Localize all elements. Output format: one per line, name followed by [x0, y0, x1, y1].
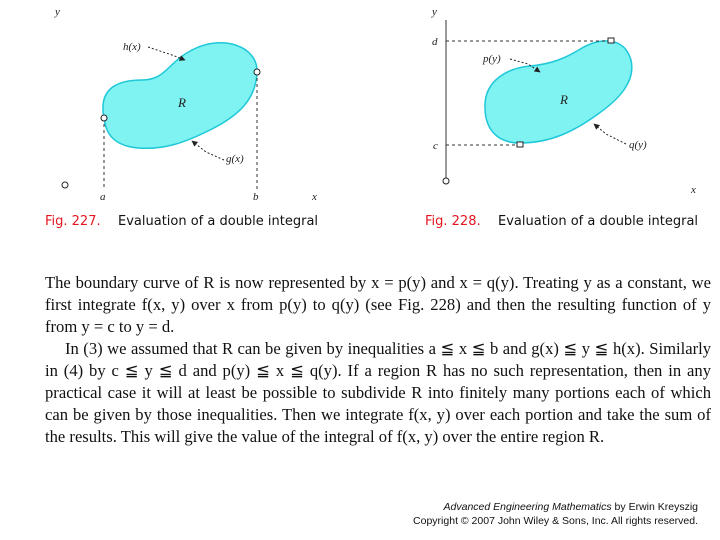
fig228-marker-d: [608, 38, 614, 43]
fig227-caption-number: Fig. 227.: [45, 214, 101, 229]
fig227-point-right: [254, 69, 260, 75]
fig227-x-axis-label: x: [312, 191, 317, 203]
fig228-q-pointer: [594, 124, 626, 144]
paragraph-2: In (3) we assumed that R can be given by inequalities a ≦ x ≦ b and g(x) ≦ y ≦ h(x). Similarly in (4) by c ≦ y ≦ d and p(y) ≦ x ≦ q(y). If a region R has no such representation, then in any practical case it will at least be possible to subdivide R into finitely many portions each of which can be given by those inequalities. Then we integrate f(x, y) over each portion and take the sum of the results. This will give the value of the integral of f(x, y) over the entire region R.: [45, 339, 711, 446]
fig227-origin: [62, 182, 68, 188]
figure-228: [425, 6, 698, 229]
fig228-d-label: d: [432, 36, 438, 48]
credit-line-1: [360, 500, 698, 514]
fig227-point-left: [101, 115, 107, 121]
credit-copyright: Copyright © 2007 John Wiley & Sons, Inc. All rights reserved.: [413, 515, 698, 527]
fig228-c-label: c: [433, 140, 438, 152]
fig227-h-pointer: [148, 47, 185, 60]
fig228-origin: [443, 178, 449, 184]
fig228-caption-number: Fig. 228.: [425, 214, 481, 229]
fig228-y-axis-label: y: [432, 6, 437, 18]
fig228-x-axis-label: x: [691, 184, 696, 196]
paragraph-1: The boundary curve of R is now represented by x = p(y) and x = q(y). Treating y as a constant, we first integrate f(x, y) over x from p(y) to q(y) (see Fig. 228) and then the resulting function of y from y = c to y = d.: [45, 273, 711, 336]
body-text: [45, 272, 711, 448]
fig227-h-label: h(x): [123, 41, 141, 53]
copyright-credit: [360, 500, 698, 528]
fig228-region-r: [485, 41, 632, 143]
fig227-a-label: a: [100, 191, 106, 203]
fig228-marker-c: [517, 142, 523, 147]
fig227-region-label: R: [178, 95, 186, 110]
fig228-q-label: q(y): [629, 139, 647, 151]
fig227-caption-text: Evaluation of a double integral: [118, 214, 319, 229]
fig227-y-axis-label: y: [55, 6, 60, 18]
fig227-g-pointer: [192, 141, 224, 160]
fig227-g-label: g(x): [226, 153, 244, 165]
fig228-region-label: R: [560, 92, 568, 107]
credit-author: by Erwin Kreyszig: [611, 501, 698, 513]
fig228-caption-text: Evaluation of a double integral: [498, 214, 699, 229]
figure-227: [45, 6, 318, 229]
credit-book-title: Advanced Engineering Mathematics: [443, 501, 612, 513]
fig228-p-label: p(y): [483, 53, 501, 65]
fig227-b-label: b: [253, 191, 259, 203]
